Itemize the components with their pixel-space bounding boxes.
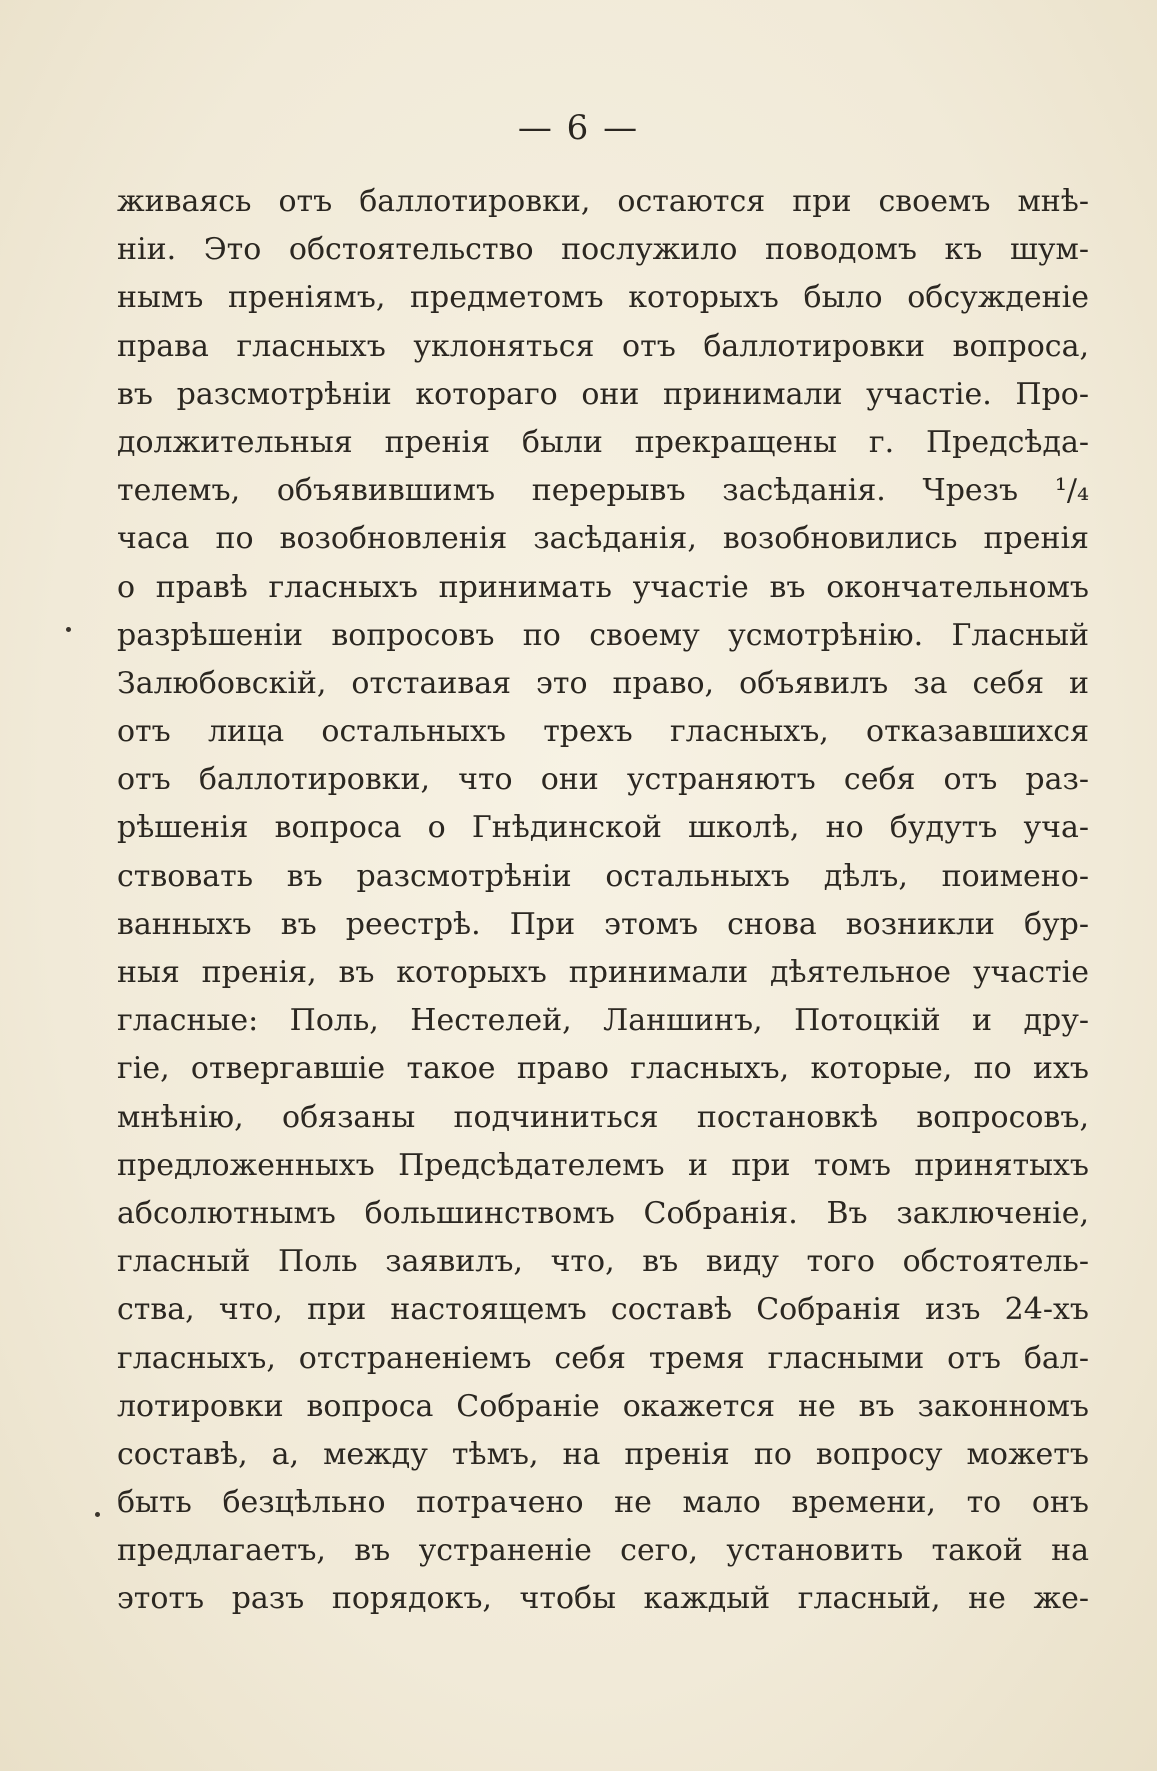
text-line: живаясь отъ баллотировки, остаются при своемъ мнѣ- — [117, 184, 1089, 219]
page-number: — 6 — — [517, 108, 640, 148]
text-line: въ разсмотрѣніи котораго они принимали участіе. Про- — [117, 376, 1089, 412]
text-line: должительныя пренія были прекращены г. Предсѣда- — [117, 424, 1089, 460]
text-line: Залюбовскій, отстаивая это право, объявилъ за себя и — [117, 665, 1089, 701]
text-line: гіе, отвергавшіе такое право гласныхъ, которые, по ихъ — [117, 1051, 1089, 1087]
text-line: быть безцѣльно потрачено не мало времени, то онъ — [117, 1485, 1089, 1521]
text-line: отъ баллотировки, что они устраняютъ себя отъ раз- — [117, 762, 1089, 798]
text-line: рѣшенія вопроса о Гнѣдинской школѣ, но будутъ уча- — [117, 810, 1089, 846]
text-line: ныя пренія, въ которыхъ принимали дѣятельное участіе — [117, 955, 1089, 990]
text-line: мнѣнію, обязаны подчиниться постановкѣ вопросовъ, — [117, 1099, 1089, 1135]
text-line: гласныхъ, отстраненіемъ себя тремя гласными отъ бал- — [117, 1340, 1089, 1376]
text-line: предлагаетъ, въ устраненіе сего, установить такой на — [117, 1533, 1089, 1569]
text-line: отъ лица остальныхъ трехъ гласныхъ, отказавшихся — [117, 714, 1089, 750]
text-line: нымъ преніямъ, предметомъ которыхъ было обсужденіе — [117, 280, 1089, 316]
text-line: телемъ, объявившимъ перерывъ засѣданія. Чрезъ ¹/₄ — [117, 473, 1089, 509]
body-text — [117, 178, 1089, 1624]
text-line: гласные: Поль, Нестелей, Ланшинъ, Потоцкій и дру- — [117, 1003, 1089, 1039]
ink-speck — [95, 1512, 100, 1517]
text-line: разрѣшеніи вопросовъ по своему усмотрѣнію. Гласный — [117, 617, 1089, 653]
ink-speck — [66, 627, 71, 632]
text-line: предложенныхъ Предсѣдателемъ и при томъ принятыхъ — [117, 1147, 1089, 1183]
text-line: о правѣ гласныхъ принимать участіе въ окончательномъ — [117, 569, 1089, 605]
text-line: составѣ, а, между тѣмъ, на пренія по вопросу можетъ — [117, 1436, 1089, 1472]
text-line: ніи. Это обстоятельство послужило поводомъ къ шум- — [117, 232, 1089, 268]
text-line: лотировки вопроса Собраніе окажется не въ законномъ — [117, 1388, 1089, 1424]
text-line: этотъ разъ порядокъ, чтобы каждый гласный, не же- — [117, 1581, 1089, 1617]
text-line: ства, что, при настоящемъ составѣ Собранія изъ 24-хъ — [117, 1292, 1089, 1328]
text-line: права гласныхъ уклоняться отъ баллотировки вопроса, — [117, 328, 1089, 364]
text-line: ствовать въ разсмотрѣніи остальныхъ дѣлъ, поимено- — [117, 858, 1089, 894]
text-line: абсолютнымъ большинствомъ Собранія. Въ заключеніе, — [117, 1195, 1089, 1231]
text-line: гласный Поль заявилъ, что, въ виду того обстоятель- — [117, 1244, 1089, 1280]
text-line: часа по возобновленія засѣданія, возобновились пренія — [117, 521, 1089, 557]
text-line: ванныхъ въ реестрѣ. При этомъ снова возникли бур- — [117, 906, 1089, 942]
